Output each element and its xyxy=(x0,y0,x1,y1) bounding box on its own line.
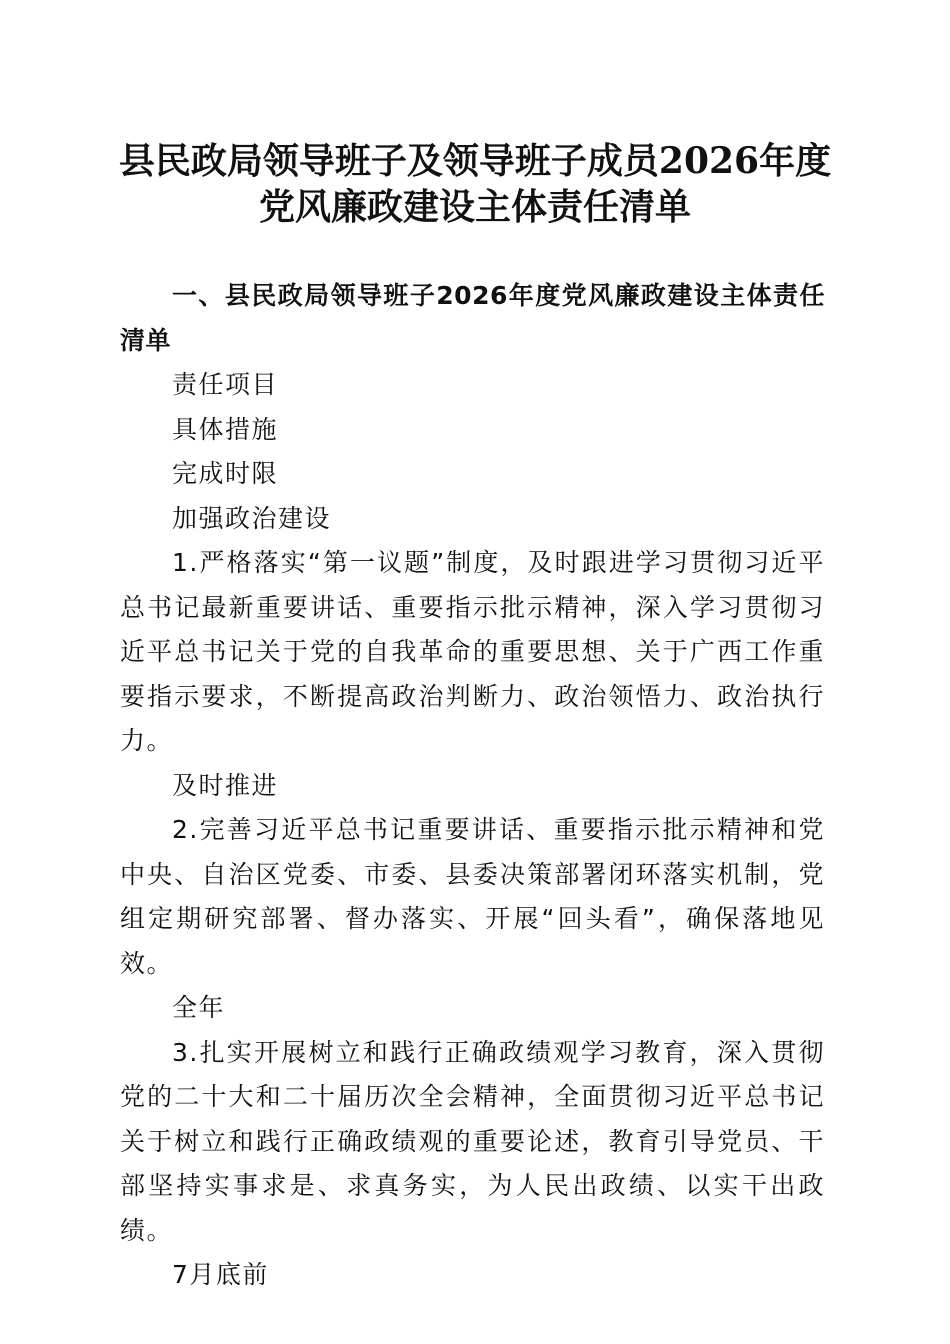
header-responsibility-item: 责任项目 xyxy=(172,370,279,399)
measure-1: 1.严格落实“第一议题”制度，及时跟进学习贯彻习近平总书记最新重要讲话、重要指示批示精神，深入学习贯彻习近平总书记关于党的自我革命的重要思想、关于广西工作重要指示要求，不断提高政治判断力、政治领悟力、政治执行力。 xyxy=(120,548,825,755)
category-political-construction: 加强政治建设 xyxy=(172,503,332,533)
document-title-line-1: 县民政局领导班子及领导班子成员2026年度 xyxy=(118,140,832,182)
section-1-heading: 一、县民政局领导班子2026年度党风廉政建设主体责任清单 xyxy=(120,281,825,355)
header-completion-deadline: 完成时限 xyxy=(172,459,279,488)
deadline-1: 及时推进 xyxy=(172,770,279,800)
document-title-line-2: 党风廉政建设主体责任清单 xyxy=(258,186,691,228)
deadline-3: 7月底前 xyxy=(172,1260,269,1289)
header-specific-measures: 具体措施 xyxy=(172,414,279,444)
document-body xyxy=(120,274,825,1298)
deadline-2: 全年 xyxy=(172,993,226,1022)
measure-3: 3.扎实开展树立和践行正确政绩观学习教育，深入贯彻党的二十大和二十届历次全会精神，全面贯彻习近平总书记关于树立和践行正确政绩观的重要论述，教育引导党员、干部坚持实事求是、求真务实，为人民出政绩、以实干出政绩。 xyxy=(120,1037,825,1245)
measure-2: 2.完善习近平总书记重要讲话、重要指示批示精神和党中央、自治区党委、市委、县委决策部署闭环落实机制，党组定期研究部署、督办落实、开展“回头看”，确保落地见效。 xyxy=(120,815,825,978)
